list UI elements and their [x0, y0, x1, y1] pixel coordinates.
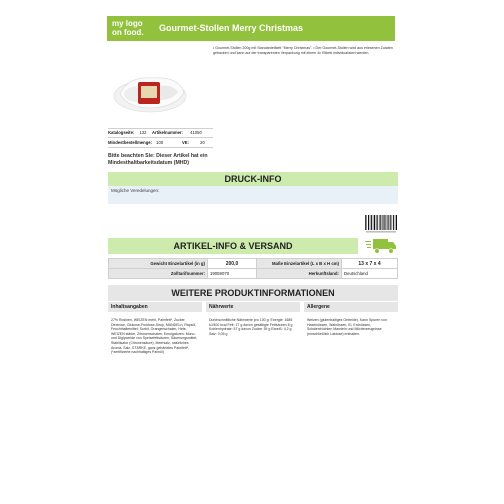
article-number-label: Artikelnummer: [152, 130, 183, 135]
dimensions-label: Maße Einzelartikel (L x B x H cm) [257, 259, 342, 269]
product-info-heading: WEITERE PRODUKTINFORMATIONEN [108, 285, 398, 301]
logo-line-2: on food. [112, 28, 144, 37]
min-order-value: 100 [156, 140, 164, 145]
artikel-info-heading: ARTIKEL-INFO & VERSAND [108, 238, 358, 254]
min-order [108, 140, 163, 145]
table-row [109, 259, 398, 269]
nutrition-text: Durchschnittliche Nährwerte pro 100 g: Energie: 1685 kJ/400 kcal Fett: 17 g davon gesättigte Fettsäuren 8 g Kohlenhydrate: 57 g davon Zucker 39 g Eiweiß: 4,2 g Salz: 0,05 g [209, 318, 293, 336]
barcode [364, 214, 398, 234]
dimensions-value: 13 x 7 x 4 [342, 259, 398, 269]
weight-label: Gewicht Einzelartikel (in g) [109, 259, 208, 269]
divider [108, 128, 213, 129]
ve-value: 20 [200, 140, 205, 145]
origin-label: Herkunftsland: [257, 269, 342, 279]
ingredients-heading: Inhaltsangaben [108, 302, 202, 312]
customs-label: Zolltarifnummer: [109, 269, 208, 279]
table-row [109, 269, 398, 279]
ingredients-text: 27% Rosinen, WEIZEN mehl, Palmfett*, Zucker, Dextrose, Glukose-Fruktose-Sirup, MANDELn, Rapsöl, Feuchthaltemittel: Sorbit, Orangenschalen, Hefe, WEIZEN stärke, Zitronenschalen, Emulgatoren: Mono- und Diglyceride von Speisefettsäuren, Säuerungsmittel, Stabilisator (Citronensäure), Meersalz, natürliches Aroma, Salz, STÄRKE, ganz gehärtetes Palmfett*, (*zertifizierte nachhaltiges Palmöl) [111, 318, 198, 355]
product-title: Gourmet-Stollen Merry Christmas [154, 16, 395, 41]
finishing-options [108, 186, 398, 204]
article-number [152, 130, 202, 135]
logo-line-1: my logo [112, 19, 143, 28]
ve [182, 140, 205, 145]
origin-value: Deutschland [342, 269, 398, 279]
min-order-label: Mindestbestellmenge: [108, 140, 152, 145]
weight-value: 200,0 [208, 259, 257, 269]
finishing-options-label: Mögliche Veredelungen: [111, 188, 160, 193]
customs-value: 19059070 [208, 269, 257, 279]
product-photo [108, 46, 208, 126]
allergens-heading: Allergene [304, 302, 398, 312]
nutrition-heading: Nährwerte [206, 302, 300, 312]
catalog-page-value: 132 [139, 130, 147, 135]
article-number-value: 41050 [190, 130, 202, 135]
mhd-note: Bitte beachten Sie: Dieser Artikel hat ein Mindesthaltbarkeitsdatum (MHD) [108, 153, 208, 166]
catalog-page-label: Katalogseite: [108, 130, 135, 135]
ve-label: VE: [182, 140, 189, 145]
divider [108, 147, 213, 148]
article-spec-table [108, 258, 398, 279]
truck-icon [364, 236, 398, 256]
druck-info-heading: DRUCK-INFO [108, 172, 398, 186]
brand-logo [107, 16, 154, 41]
divider [108, 137, 213, 138]
allergens-text: Weizen (glutenhaltiges Getreide). Kann Spuren von Haselnüssen, Walnüssen, Ei, Erdnüssen, Schalenfrüchten Mandeln und Milcherzeugnisse (einschließlich Laktose) enthalten. [307, 318, 387, 336]
product-description: • Gourmet-Stollen 200g mit Standardetikett "Merry Christmas". • Der Gourmet-Stollen wird aus erlesenen Zutaten gebacken und kann auf der transparenten Verpackung mit einem 4c Etikett individualisiert werden. [213, 46, 393, 55]
catalog-page [108, 130, 146, 135]
